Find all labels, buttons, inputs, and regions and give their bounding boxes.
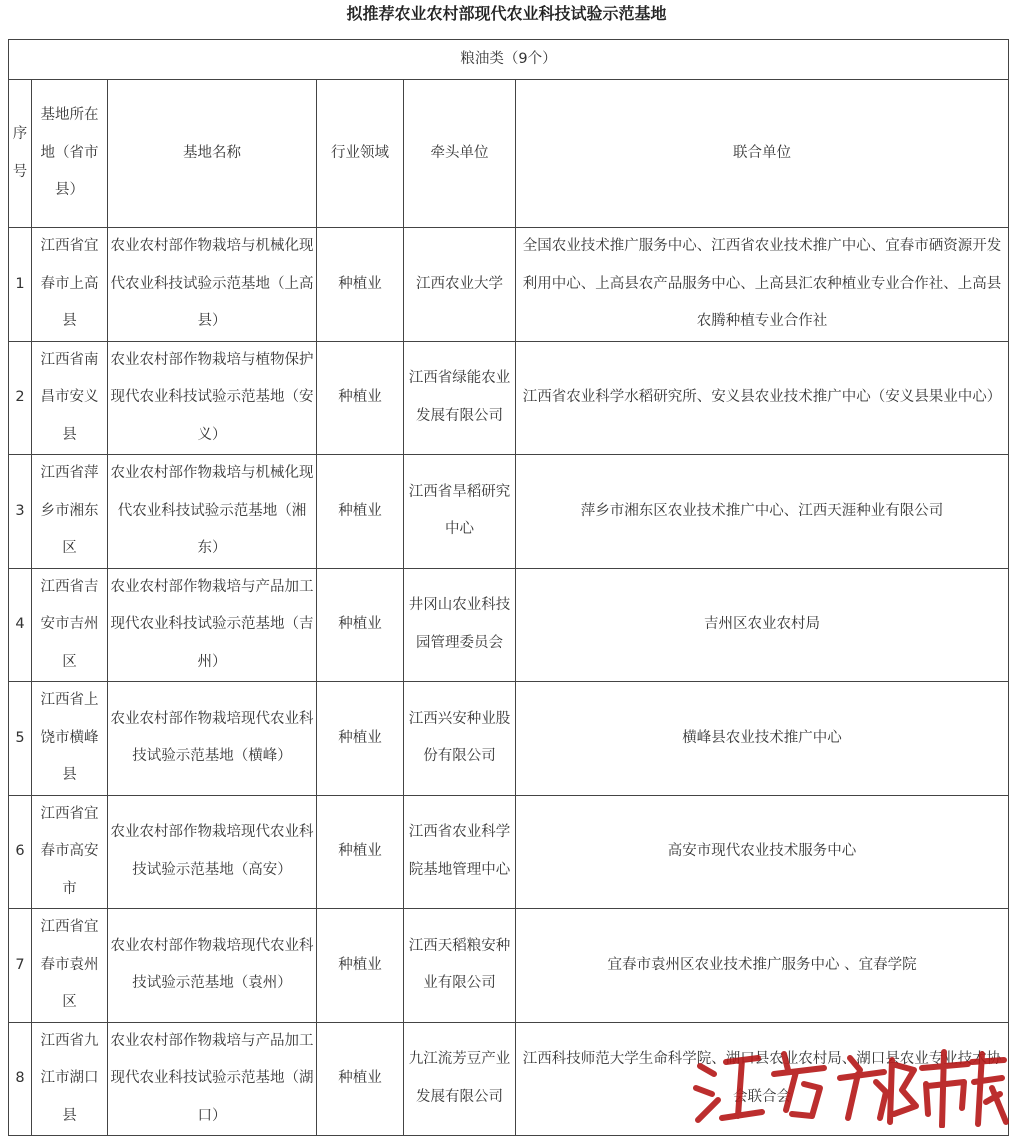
table-row <box>9 568 1009 682</box>
row-location: 江西省上饶市横峰县 <box>32 682 108 796</box>
row-location: 江西省九江市湖口县 <box>32 1022 108 1136</box>
row-field: 种植业 <box>317 228 404 342</box>
table-row <box>9 341 1009 455</box>
table-row <box>9 1022 1009 1136</box>
row-index: 3 <box>9 455 32 569</box>
row-field: 种植业 <box>317 795 404 909</box>
row-lead-unit: 江西兴安种业股份有限公司 <box>404 682 516 796</box>
row-location: 江西省宜春市上高县 <box>32 228 108 342</box>
row-lead-unit: 江西省旱稻研究中心 <box>404 455 516 569</box>
row-lead-unit: 井冈山农业科技园管理委员会 <box>404 568 516 682</box>
row-partner-units: 宜春市袁州区农业技术推广服务中心 、宜春学院 <box>516 909 1009 1023</box>
row-lead-unit: 江西省绿能农业发展有限公司 <box>404 341 516 455</box>
header-partner-units: 联合单位 <box>516 80 1009 228</box>
category-cell: 粮油类（9个） <box>9 40 1009 80</box>
row-lead-unit: 江西省农业科学院基地管理中心 <box>404 795 516 909</box>
table-row <box>9 795 1009 909</box>
row-base-name: 农业农村部作物栽培与机械化现代农业科技试验示范基地（湘东） <box>108 455 317 569</box>
row-field: 种植业 <box>317 1022 404 1136</box>
row-base-name: 农业农村部作物栽培与机械化现代农业科技试验示范基地（上高县） <box>108 228 317 342</box>
row-index: 2 <box>9 341 32 455</box>
row-base-name: 农业农村部作物栽培与产品加工现代农业科技试验示范基地（湖口） <box>108 1022 317 1136</box>
table-row <box>9 909 1009 1023</box>
row-lead-unit: 江西天稻粮安种业有限公司 <box>404 909 516 1023</box>
header-base-name: 基地名称 <box>108 80 317 228</box>
header-index: 序号 <box>9 80 32 228</box>
row-location: 江西省宜春市袁州区 <box>32 909 108 1023</box>
row-index: 1 <box>9 228 32 342</box>
row-partner-units: 高安市现代农业技术服务中心 <box>516 795 1009 909</box>
base-table <box>8 39 1009 1136</box>
category-row <box>9 40 1009 80</box>
row-lead-unit: 九江流芳豆产业发展有限公司 <box>404 1022 516 1136</box>
row-index: 6 <box>9 795 32 909</box>
row-partner-units: 横峰县农业技术推广中心 <box>516 682 1009 796</box>
row-field: 种植业 <box>317 568 404 682</box>
row-base-name: 农业农村部作物栽培现代农业科技试验示范基地（袁州） <box>108 909 317 1023</box>
row-index: 5 <box>9 682 32 796</box>
row-location: 江西省宜春市高安市 <box>32 795 108 909</box>
row-base-name: 农业农村部作物栽培现代农业科技试验示范基地（高安） <box>108 795 317 909</box>
row-location: 江西省萍乡市湘东区 <box>32 455 108 569</box>
table-row <box>9 228 1009 342</box>
header-row <box>9 80 1009 228</box>
row-base-name: 农业农村部作物栽培与产品加工现代农业科技试验示范基地（吉州） <box>108 568 317 682</box>
row-partner-units: 江西科技师范大学生命科学院、湖口县农业农村局、湖口县农业专业技术协会联合会 <box>516 1022 1009 1136</box>
row-index: 4 <box>9 568 32 682</box>
row-partner-units: 吉州区农业农村局 <box>516 568 1009 682</box>
row-location: 江西省南昌市安义县 <box>32 341 108 455</box>
row-field: 种植业 <box>317 455 404 569</box>
row-field: 种植业 <box>317 909 404 1023</box>
row-field: 种植业 <box>317 682 404 796</box>
row-field: 种植业 <box>317 341 404 455</box>
header-lead-unit: 牵头单位 <box>404 80 516 228</box>
table-row <box>9 682 1009 796</box>
row-index: 7 <box>9 909 32 1023</box>
row-base-name: 农业农村部作物栽培与植物保护现代农业科技试验示范基地（安义） <box>108 341 317 455</box>
table-row <box>9 455 1009 569</box>
header-field: 行业领域 <box>317 80 404 228</box>
row-base-name: 农业农村部作物栽培现代农业科技试验示范基地（横峰） <box>108 682 317 796</box>
row-partner-units: 全国农业技术推广服务中心、江西省农业技术推广中心、宜春市硒资源开发利用中心、上高县农产品服务中心、上高县汇农种植业专业合作社、上高县农腾种植专业合作社 <box>516 228 1009 342</box>
header-location: 基地所在地（省市县） <box>32 80 108 228</box>
row-partner-units: 江西省农业科学水稻研究所、安义县农业技术推广中心（安义县果业中心） <box>516 341 1009 455</box>
document-title: 拟推荐农业农村部现代农业科技试验示范基地 <box>346 4 667 23</box>
row-partner-units: 萍乡市湘东区农业技术推广中心、江西天涯种业有限公司 <box>516 455 1009 569</box>
row-index: 8 <box>9 1022 32 1136</box>
row-location: 江西省吉安市吉州区 <box>32 568 108 682</box>
row-lead-unit: 江西农业大学 <box>404 228 516 342</box>
